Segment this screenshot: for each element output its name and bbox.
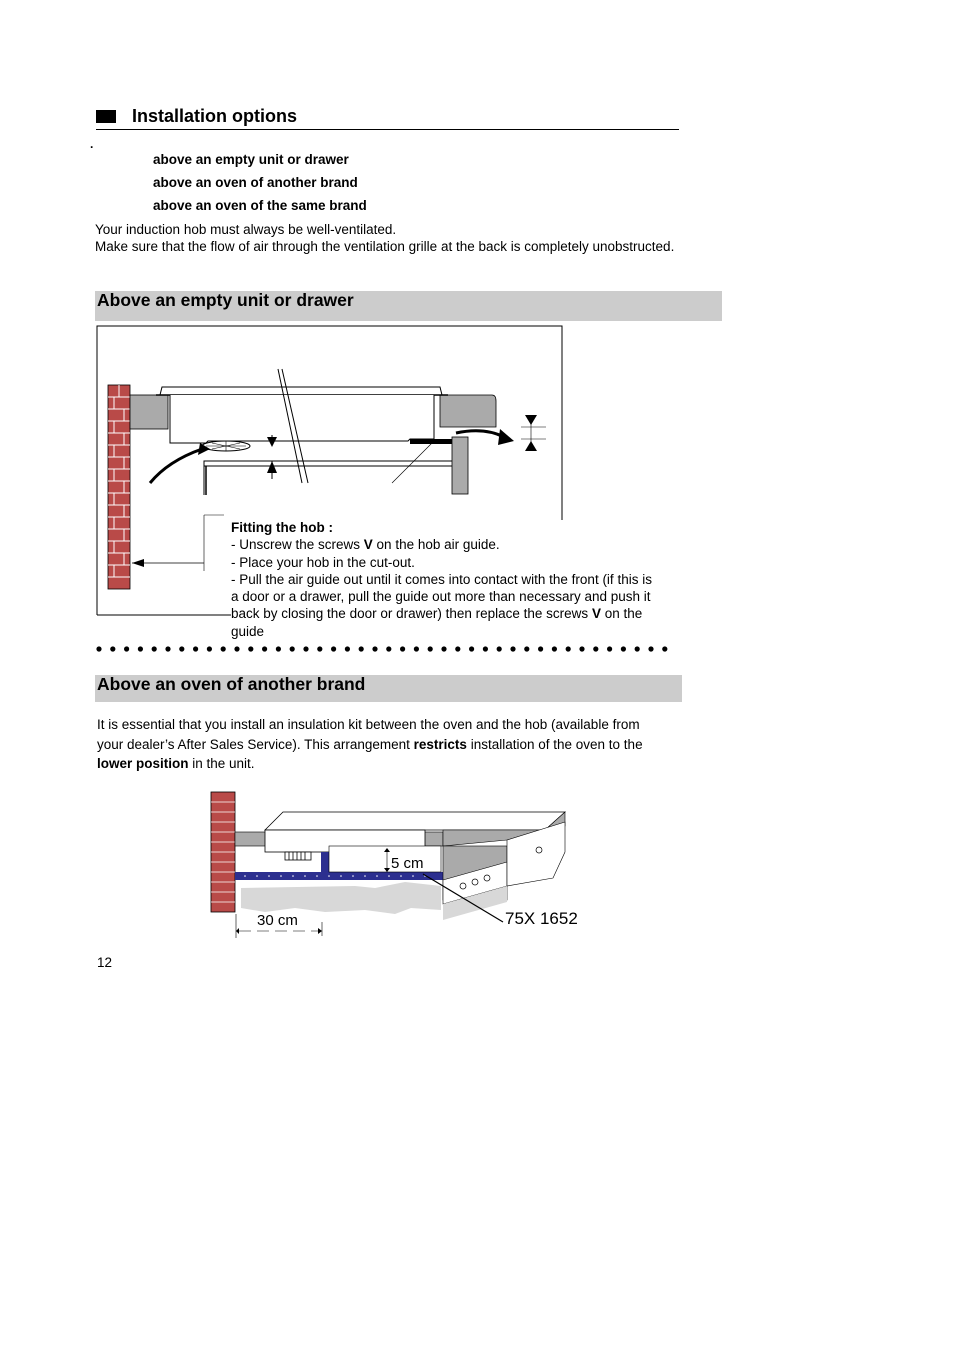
divider-dot: [662, 646, 667, 651]
divider-dot: [359, 646, 364, 651]
divider-dot: [110, 646, 115, 651]
step3-screw-label: V: [591, 606, 601, 622]
section-heading-empty-unit: [95, 291, 722, 321]
page-number: 12: [97, 955, 113, 970]
hob-glass: [265, 812, 565, 830]
oven-body: [241, 882, 441, 914]
option-other-brand-oven: above an oven of another brand: [153, 175, 358, 190]
divider-dot: [248, 646, 253, 651]
para-lower-position: lower position: [97, 756, 189, 771]
divider-dot: [165, 646, 170, 651]
divider-dot: [579, 646, 584, 651]
hob-body: [170, 395, 434, 443]
divider-dot: [455, 646, 460, 651]
divider-dot: [483, 646, 488, 651]
airflow-in-arrow: [150, 449, 202, 483]
step1-screw-label: V: [363, 537, 373, 553]
divider-dot: [152, 646, 157, 651]
step1-text-end: on the hob air guide.: [372, 537, 500, 553]
divider-dot: [221, 646, 226, 651]
intro-line-1: Your induction hob must always be well-ventilated.: [95, 222, 397, 237]
section-heading-text: Above an empty unit or drawer: [97, 290, 354, 310]
bullet-mark: ·: [90, 140, 94, 154]
drawer-support: [204, 461, 456, 466]
other-brand-paragraph: [97, 715, 667, 774]
oven-insulation-diagram: [205, 786, 605, 941]
hob-glass: [160, 387, 442, 395]
divider-dot: [566, 646, 571, 651]
divider-dot: [262, 646, 267, 651]
fitting-step-3: [231, 571, 663, 640]
dim-5cm-label: 5 cm: [391, 855, 424, 872]
step3-text: - Pull the air guide out until it comes into contact with the front (if this is a door or a drawer, pull the guide out more than necessary and push it back by closing the door or drawer) then replace the screws: [231, 571, 652, 622]
divider-dot: [441, 646, 446, 651]
divider-dot: [621, 646, 626, 651]
divider-dot: [510, 646, 515, 651]
title-divider: [96, 129, 679, 130]
fitting-instructions: [231, 519, 663, 640]
option-same-brand-oven: above an oven of the same brand: [153, 198, 367, 213]
divider-dot: [138, 646, 143, 651]
divider-dot: [179, 646, 184, 651]
divider-dot: [317, 646, 322, 651]
divider-dot: [303, 646, 308, 651]
step1-text: - Unscrew the screws: [231, 537, 364, 553]
dotted-divider: [96, 645, 681, 653]
fitting-title: Fitting the hob :: [231, 520, 333, 535]
brick-wall: [108, 385, 130, 589]
divider-dot: [648, 646, 653, 651]
para-text-3: in the unit.: [188, 756, 255, 771]
step3-text-end: on the guide: [231, 606, 643, 639]
divider-dot: [497, 646, 502, 651]
divider-dot: [234, 646, 239, 651]
worktop-right: [440, 395, 496, 427]
divider-dot: [635, 646, 640, 651]
page-title: Installation options: [132, 106, 297, 126]
divider-dot: [386, 646, 391, 651]
divider-dot: [524, 646, 529, 651]
divider-dot: [414, 646, 419, 651]
worktop-left: [130, 395, 168, 429]
divider-dot: [552, 646, 557, 651]
divider-dot: [607, 646, 612, 651]
divider-dot: [207, 646, 212, 651]
section-marker: [96, 110, 116, 123]
divider-dot: [345, 646, 350, 651]
insulation-upright: [321, 852, 329, 874]
divider-dot: [193, 646, 198, 651]
air-guide: [410, 439, 452, 444]
fitting-step-2: - Place your hob in the cut-out.: [231, 554, 415, 570]
part-ref-label: 75X 1652: [505, 909, 578, 928]
para-text-1: It is essential that you install an insulation kit between the oven and the hob (available from your dealer’s After Sales Service). This arrangement: [97, 717, 640, 752]
divider-dot: [331, 646, 336, 651]
divider-dot: [290, 646, 295, 651]
divider-dot: [593, 646, 598, 651]
divider-dot: [538, 646, 543, 651]
dim-30cm-label: 30 cm: [257, 912, 298, 929]
section-heading-other-brand: [95, 675, 682, 702]
airflow-out-arrow: [456, 431, 504, 437]
option-empty-unit: above an empty unit or drawer: [153, 152, 349, 167]
section-heading-text: Above an oven of another brand: [97, 674, 366, 694]
divider-dot: [96, 646, 101, 651]
divider-dot: [400, 646, 405, 651]
divider-dot: [276, 646, 281, 651]
fitting-step-1: [231, 536, 663, 553]
para-text-2: installation of the oven to the: [466, 736, 643, 752]
divider-dot: [124, 646, 129, 651]
divider-dot: [372, 646, 377, 651]
para-restricts: restricts: [413, 736, 467, 752]
intro-line-2: Make sure that the flow of air through the ventilation grille at the back is completely unobstructed.: [95, 239, 675, 254]
divider-dot: [469, 646, 474, 651]
cabinet-post: [452, 437, 468, 494]
divider-dot: [428, 646, 433, 651]
